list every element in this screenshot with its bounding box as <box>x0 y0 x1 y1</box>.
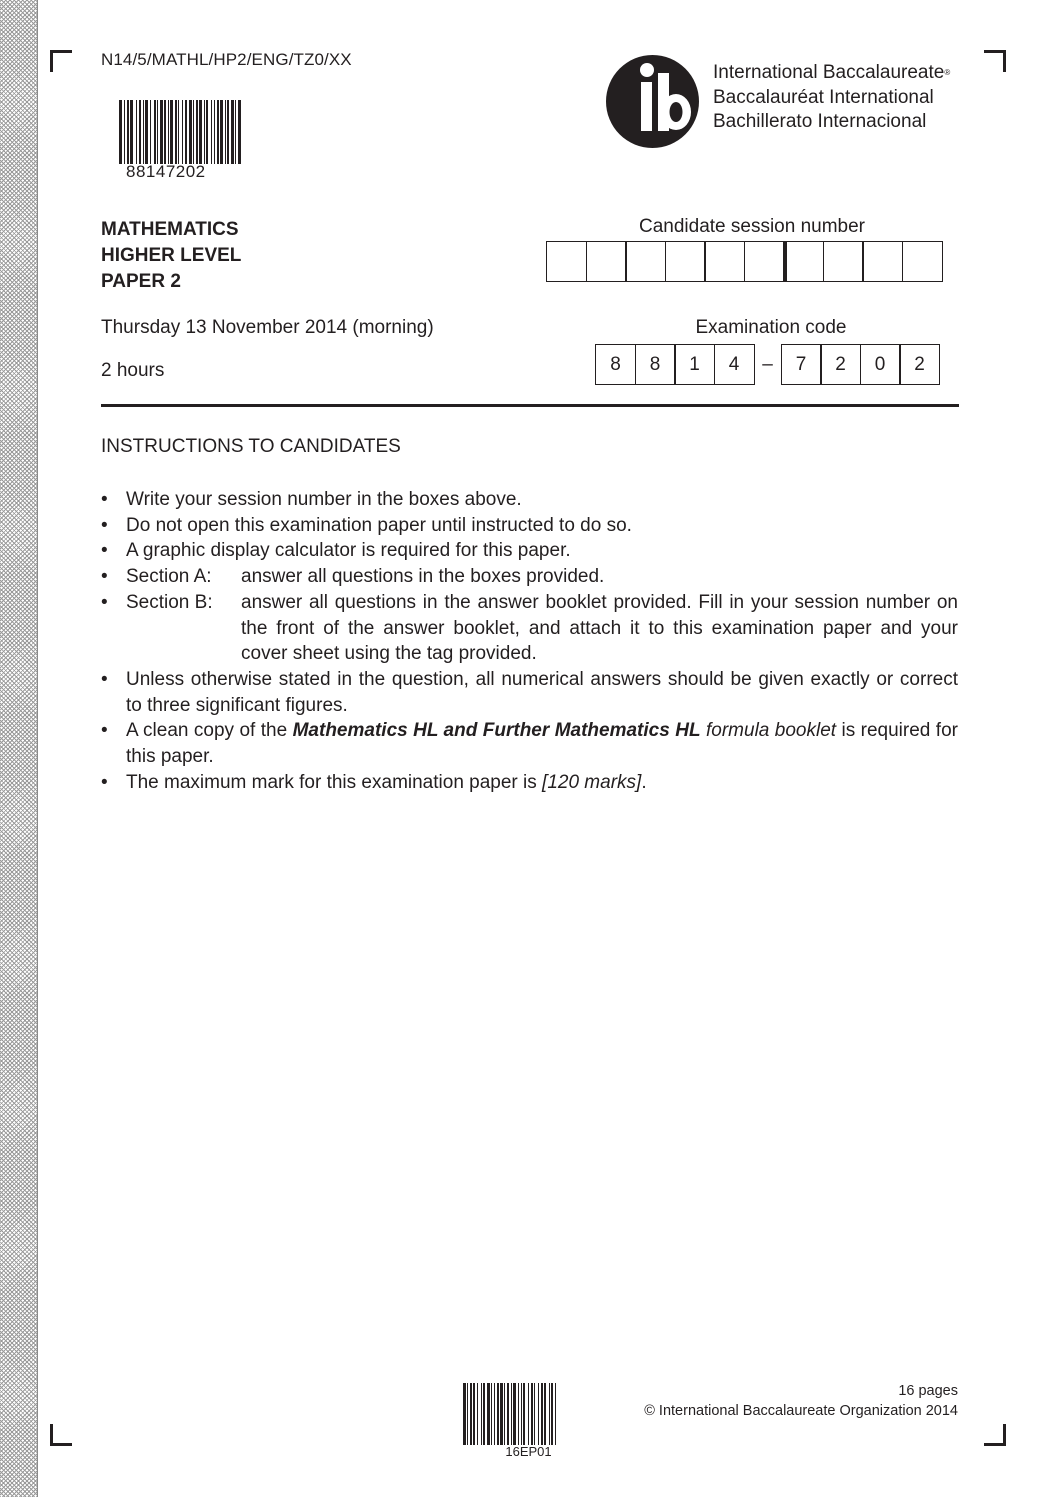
session-digit-box[interactable] <box>704 241 745 282</box>
crop-mark-bottom-right <box>984 1424 1006 1446</box>
session-digit-box[interactable] <box>902 241 943 282</box>
paper-line: PAPER 2 <box>101 271 181 292</box>
subject-line: MATHEMATICS <box>101 219 239 240</box>
exam-code-digit: 0 <box>860 344 901 385</box>
ib-logo <box>606 55 699 148</box>
exam-code-digit: 8 <box>635 344 676 385</box>
candidate-session-label: Candidate session number <box>638 216 866 237</box>
crop-mark-bottom-left <box>50 1424 72 1446</box>
barcode-bottom <box>463 1383 594 1445</box>
session-digit-box[interactable] <box>625 241 666 282</box>
session-digit-box[interactable] <box>586 241 627 282</box>
session-digit-box[interactable] <box>665 241 706 282</box>
exam-code-digit: 2 <box>899 344 940 385</box>
instruction-item <box>101 590 958 667</box>
barcode-stripe <box>556 1383 558 1445</box>
examination-code-label: Examination code <box>695 317 847 338</box>
exam-code-digit: 8 <box>595 344 636 385</box>
paper-reference-code: N14/5/MATHL/HP2/ENG/TZ0/XX <box>101 50 352 69</box>
registered-mark: ® <box>944 68 951 77</box>
exam-code-digit: 4 <box>714 344 755 385</box>
instruction-item: • Do not open this examination paper until instructed to do so. <box>101 513 958 539</box>
section-a-text: answer all questions in the boxes provided. <box>241 566 605 588</box>
barcode-bottom-number: 16EP01 <box>505 1444 552 1459</box>
formula-booklet-title: Mathematics HL and Further Mathematics HL <box>292 720 701 742</box>
barcode-stripe <box>238 100 241 164</box>
page-info <box>620 1381 958 1421</box>
copyright-notice: © International Baccalaureate Organization 2014 <box>644 1403 958 1419</box>
instructions-list <box>101 487 958 795</box>
instruction-item: • A graphic display calculator is required for this paper. <box>101 538 958 564</box>
session-digit-box[interactable] <box>862 241 903 282</box>
session-digit-box[interactable] <box>783 241 824 282</box>
exam-code-digit: 2 <box>820 344 861 385</box>
crop-mark-top-left <box>50 50 72 72</box>
crop-mark-top-right <box>984 50 1006 72</box>
instructions-heading: INSTRUCTIONS TO CANDIDATES <box>101 436 401 457</box>
subject-title <box>101 217 241 295</box>
instruction-item: • The maximum mark for this examination paper is [120 marks]. <box>101 770 958 796</box>
exam-duration: 2 hours <box>101 360 165 381</box>
section-a-label: • Section A: <box>126 566 212 588</box>
session-digit-box[interactable] <box>546 241 587 282</box>
section-b-text: answer all questions in the answer booklet provided. Fill in your session number on the front of the answer booklet, and attach it to this examination paper and your cover sheet using the tag provided. <box>241 591 958 665</box>
instruction-item: • Write your session number in the boxes above. <box>101 487 958 513</box>
instruction-item: • A clean copy of the Mathematics HL and Further Mathematics HL formula booklet is required for this paper. <box>101 718 958 769</box>
ib-logo-icon <box>606 55 699 148</box>
maximum-marks: [120 marks] <box>542 771 642 793</box>
organization-names <box>713 61 950 135</box>
level-line: HIGHER LEVEL <box>101 245 242 266</box>
session-digit-box[interactable] <box>744 241 785 282</box>
barcode-top <box>119 100 281 164</box>
candidate-session-boxes <box>546 241 943 282</box>
section-b-label: • Section B: <box>126 591 213 613</box>
session-digit-box[interactable] <box>823 241 864 282</box>
exam-code-digit: 7 <box>781 344 822 385</box>
instruction-item <box>101 564 958 590</box>
exam-date: Thursday 13 November 2014 (morning) <box>101 317 434 338</box>
page-count: 16 pages <box>898 1383 958 1399</box>
org-name-es: Bachillerato Internacional <box>713 111 927 132</box>
exam-code-digit: 1 <box>674 344 715 385</box>
header-divider <box>101 404 959 407</box>
examination-code-boxes <box>595 344 940 385</box>
instruction-item: • Unless otherwise stated in the question, all numerical answers should be given exactly or correct to three significant figures. <box>101 667 958 718</box>
org-name-fr: Baccalauréat International <box>713 86 934 108</box>
page-edge-pattern <box>0 0 38 1497</box>
org-name-en: International Baccalaureate® <box>713 62 951 83</box>
exam-code-separator: – <box>762 353 773 375</box>
barcode-number: 88147202 <box>126 162 206 181</box>
